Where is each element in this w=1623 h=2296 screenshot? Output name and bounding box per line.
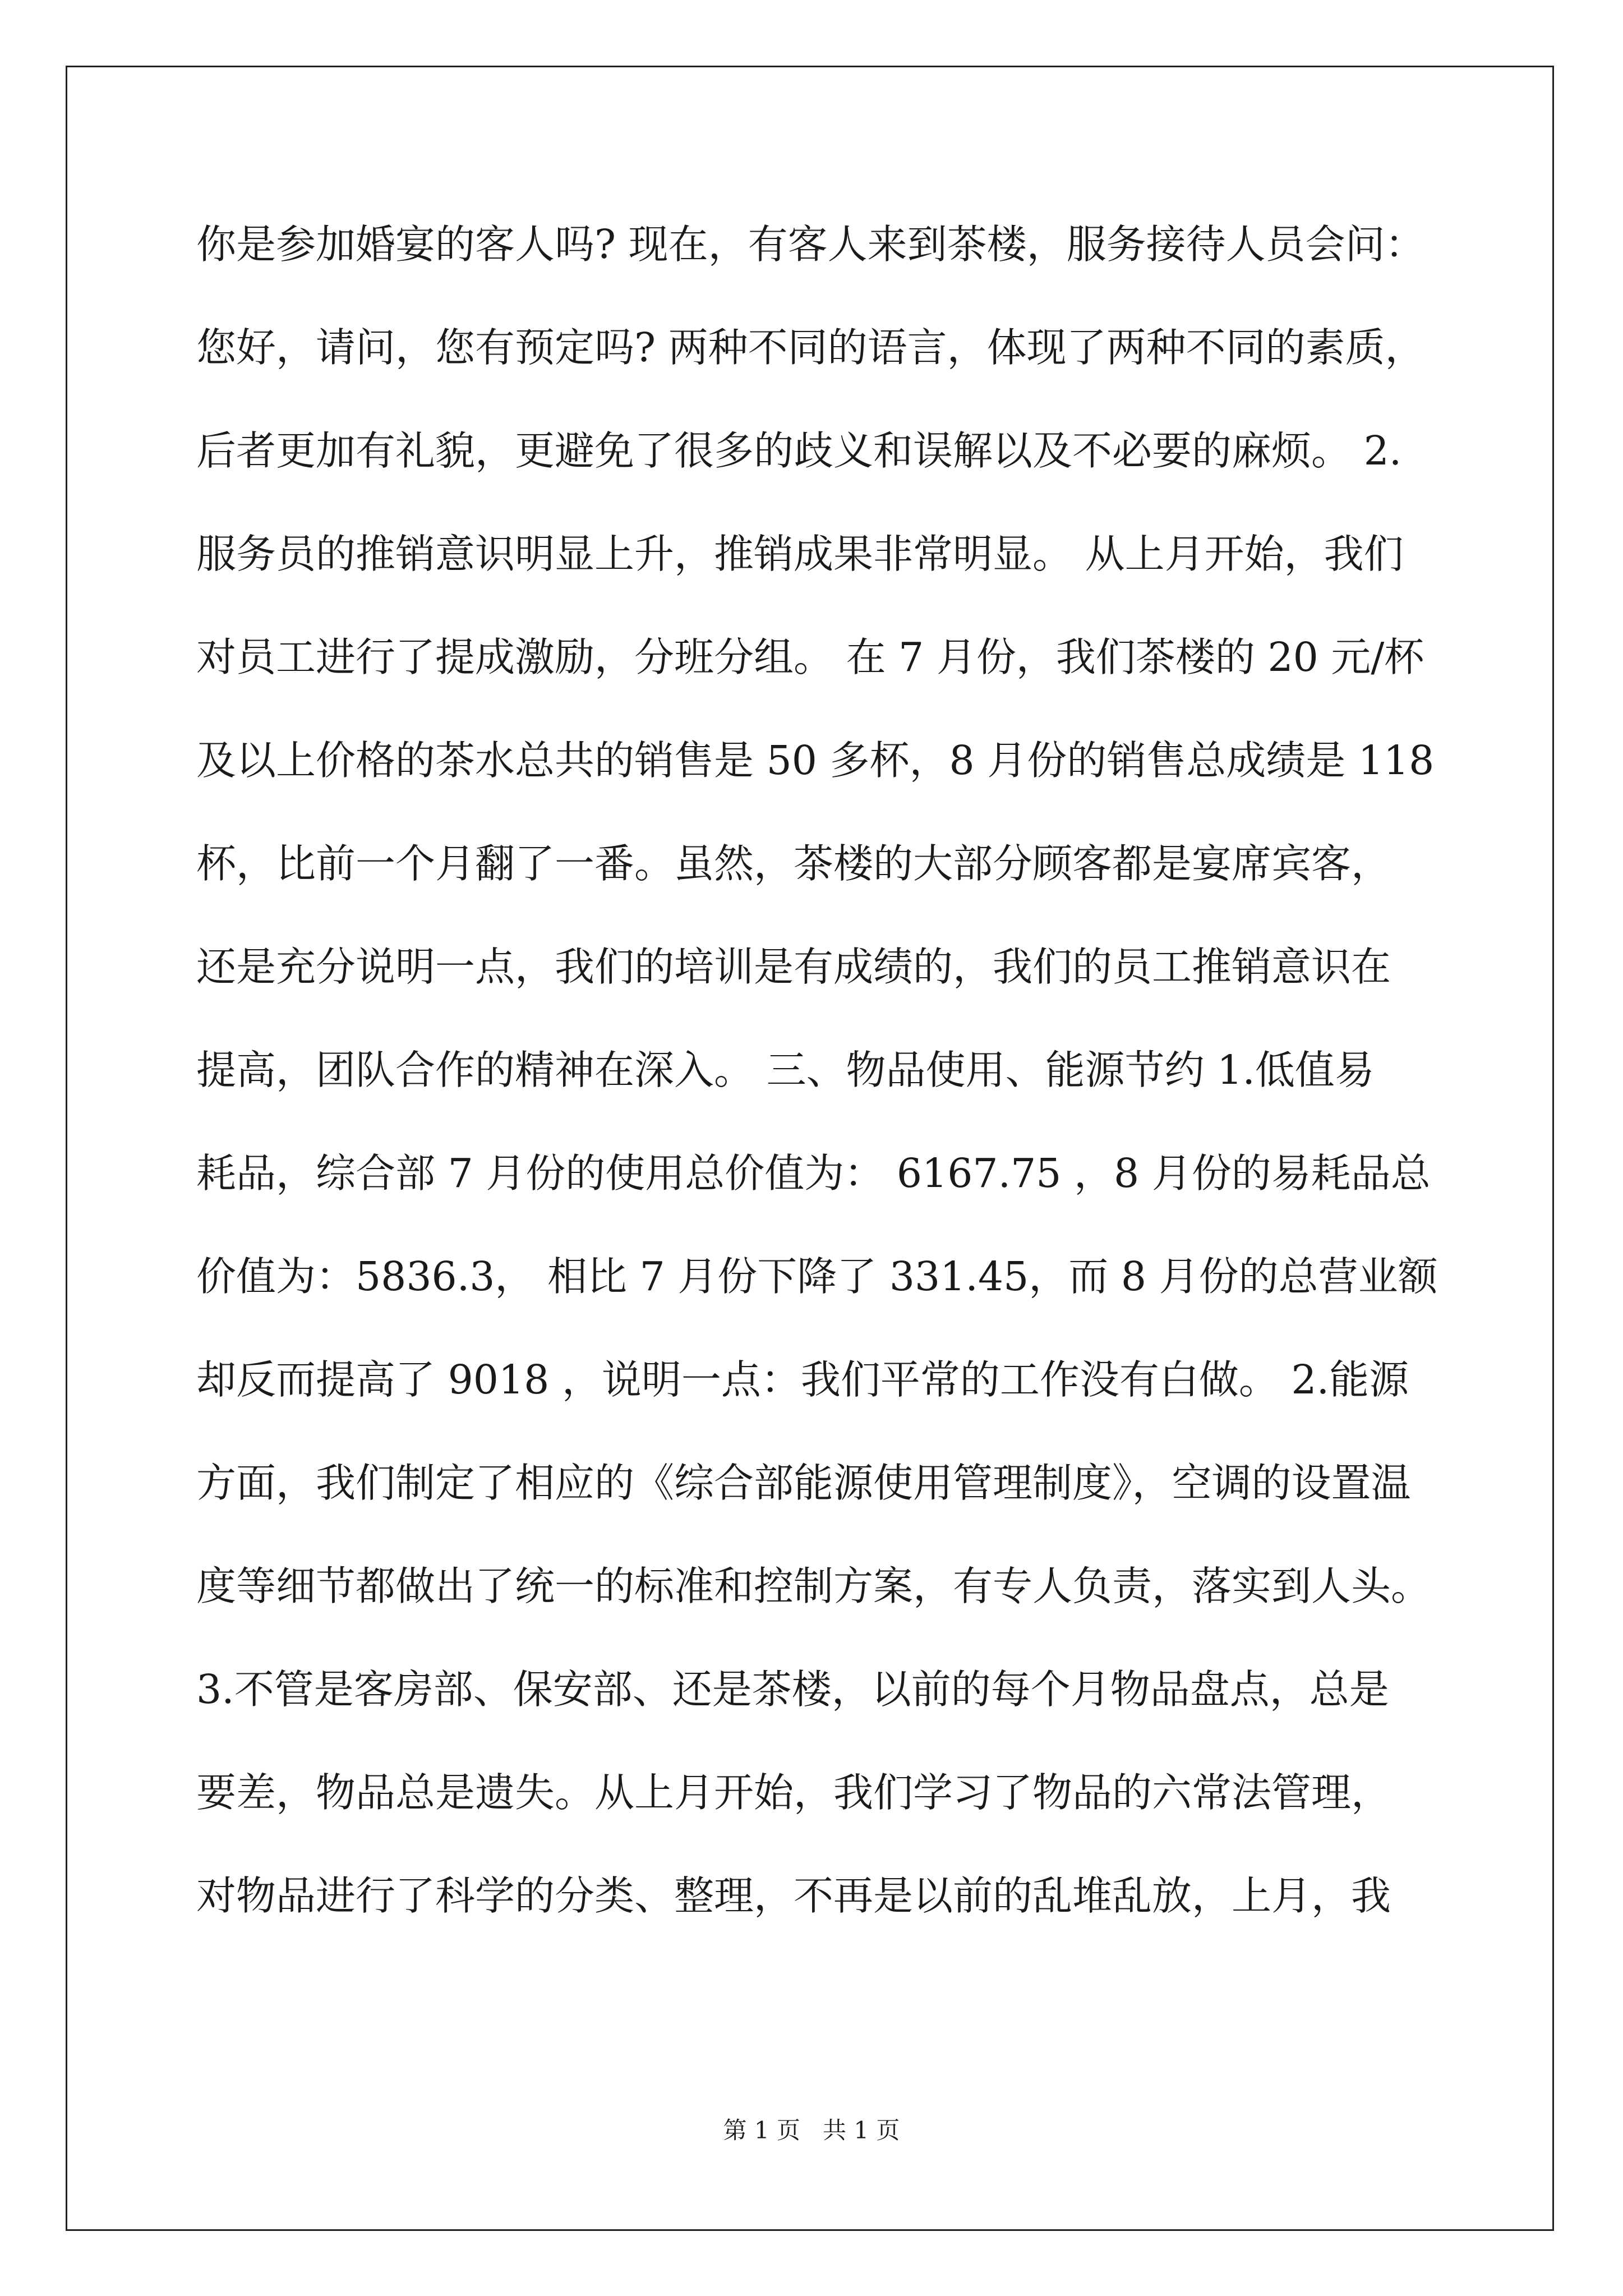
text-line: 杯，比前一个月翻了一番。虽然，茶楼的大部分顾客都是宴席宾客， — [196, 840, 1391, 887]
text-line: 却反而提高了 9018 ，说明一点：我们平常的工作没有白做。 2.能源 — [196, 1356, 1409, 1403]
text-line: 对物品进行了科学的分类、整理，不再是以前的乱堆乱放，上月，我 — [196, 1872, 1391, 1919]
text-line: 还是充分说明一点，我们的培训是有成绩的，我们的员工推销意识在 — [196, 944, 1391, 990]
text-line: 对员工进行了提成激励，分班分组。 在 7 月份，我们茶楼的 20 元/杯 — [196, 634, 1424, 680]
text-line: 耗品，综合部 7 月份的使用总价值为： 6167.75 ，8 月份的易耗品总 — [196, 1150, 1431, 1197]
text-line: 价值为：5836.3， 相比 7 月份下降了 331.45，而 8 月份的总营业额 — [196, 1253, 1438, 1300]
text-line: 及以上价格的茶水总共的销售是 50 多杯，8 月份的销售总成绩是 118 — [196, 737, 1435, 784]
text-line: 您好，请问，您有预定吗? 两种不同的语言，体现了两种不同的素质， — [196, 324, 1425, 371]
text-line: 后者更加有礼貌，更避免了很多的歧义和误解以及不必要的麻烦。 2. — [196, 427, 1402, 474]
page-footer — [0, 2114, 1623, 2147]
text-line: 要差，物品总是遗失。从上月开始，我们学习了物品的六常法管理， — [196, 1769, 1391, 1816]
text-line: 你是参加婚宴的客人吗? 现在，有客人来到茶楼，服务接待人员会问： — [196, 221, 1425, 268]
page-number: 第 1 页 — [723, 2116, 800, 2144]
text-line: 3.不管是客房部、保安部、还是茶楼，以前的每个月物品盘点，总是 — [196, 1666, 1389, 1713]
page-total: 共 1 页 — [823, 2116, 900, 2144]
text-line: 方面，我们制定了相应的《综合部能源使用管理制度》，空调的设置温 — [196, 1460, 1411, 1506]
text-line: 服务员的推销意识明显上升，推销成果非常明显。 从上月开始，我们 — [196, 531, 1404, 577]
text-line: 度等细节都做出了统一的标准和控制方案，有专人负责，落实到人头。 — [196, 1563, 1431, 1609]
text-line: 提高，团队合作的精神在深入。 三、物品使用、能源节约 1.低值易 — [196, 1047, 1375, 1093]
